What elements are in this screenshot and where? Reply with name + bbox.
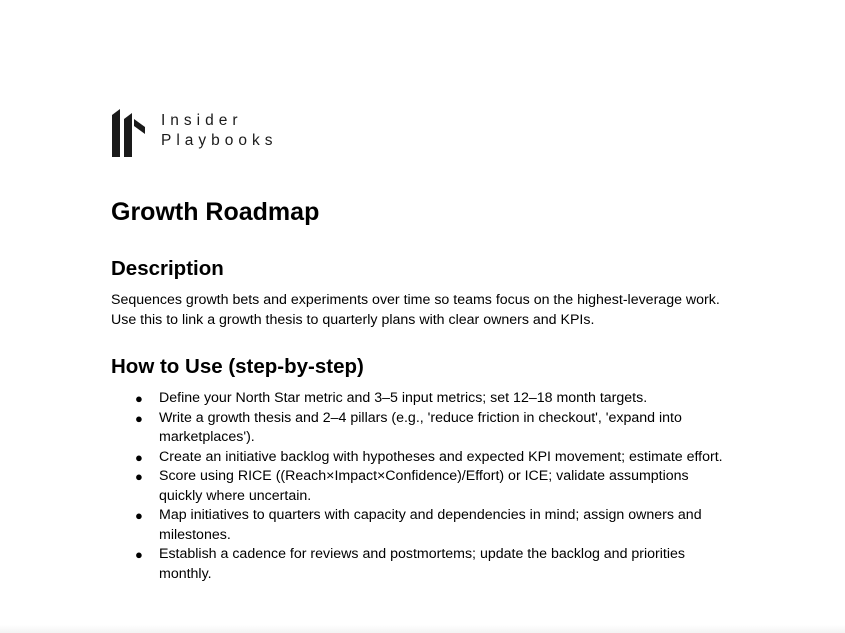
bullet-icon: ● [135,508,143,523]
page-title: Growth Roadmap [111,198,320,226]
step-text: Map initiatives to quarters with capacity and dependencies in mind; assign owners and milestones. [159,507,702,543]
brand-logo [111,107,278,159]
brand-name-line1: Insider [161,112,243,129]
insider-playbooks-logo-icon [111,107,147,159]
bullet-icon: ● [135,547,143,562]
page-bottom-edge [0,625,845,633]
list-item [111,545,729,584]
list-item [111,389,729,409]
bullet-icon: ● [135,391,143,406]
list-item [111,467,729,506]
description-heading: Description [111,257,224,280]
steps-list [111,389,751,584]
step-text: Establish a cadence for reviews and postmortems; update the backlog and priorities monthly. [159,546,686,582]
step-text: Create an initiative backlog with hypotheses and expected KPI movement; estimate effort. [159,448,723,465]
step-text: Write a growth thesis and 2–4 pillars (e.g., 'reduce friction in checkout', 'expand into marketplaces'). [159,409,682,445]
bullet-icon: ● [135,410,143,426]
how-to-use-heading: How to Use (step-by-step) [111,355,364,378]
brand-name [161,111,278,151]
description-text: Sequences growth bets and experiments over time so teams focus on the highest-leverage work. Use this to link a growth thesis to quarterly plans with clear owners and KPIs. [111,292,720,328]
step-text: Define your North Star metric and 3–5 input metrics; set 12–18 month targets. [159,390,648,406]
bullet-icon: ● [135,449,143,465]
step-text: Score using RICE ((Reach×Impact×Confidence)/Effort) or ICE; validate assumptions quickly where uncertain. [159,468,689,504]
list-item [111,448,729,468]
bullet-icon: ● [135,469,143,484]
list-item [111,506,729,545]
list-item [111,409,729,448]
brand-name-line2: Playbooks [161,132,278,149]
